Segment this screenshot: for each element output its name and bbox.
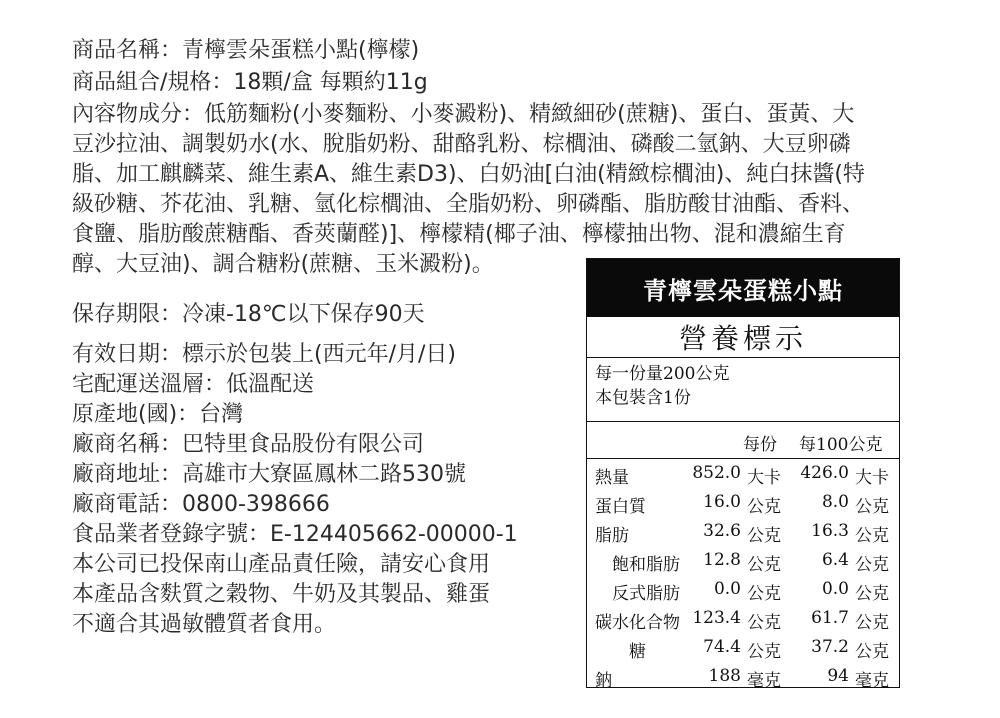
product-name-line: 商品名稱：青檸雲朵蛋糕小點(檸檬)	[72, 38, 420, 63]
nutrient-row-sugar	[587, 633, 899, 662]
ingredients-line: 脂、加工麒麟菜、維生素A、維生素D3)、白奶油[白油(精緻棕櫚油)、純白抹醬(特	[72, 162, 865, 187]
value-per-serving: 32.6	[703, 521, 741, 541]
nutrient-row-carbohydrate	[587, 604, 899, 633]
ingredients-line: 內容物成分：低筋麵粉(小麥麵粉、小麥澱粉)、精緻細砂(蔗糖)、蛋白、蛋黃、大	[72, 102, 855, 127]
value-per-100g: 37.2	[811, 637, 849, 657]
value-per-100g: 0.0	[821, 579, 849, 599]
value-per-serving: 12.8	[703, 550, 741, 570]
nutrient-row-saturated-fat	[587, 546, 899, 575]
detail-line: 廠商地址：高雄市大寮區鳳林二路530號	[72, 462, 466, 487]
nutrition-label	[586, 258, 900, 691]
unit-per-100g: 公克	[855, 584, 889, 604]
ingredients-line: 醇、大豆油)、調合糖粉(蔗糖、玉米澱粉)。	[72, 252, 494, 277]
storage-line: 保存期限：冷凍-18℃以下保存90天	[72, 302, 425, 327]
unit-per-serving: 大卡	[747, 468, 781, 488]
nutrient-name: 飽和脂肪	[595, 555, 680, 575]
value-per-100g: 16.3	[811, 521, 849, 541]
nutrient-name: 熱量	[595, 468, 629, 488]
value-per-serving: 123.4	[692, 608, 741, 628]
unit-per-serving: 公克	[747, 642, 781, 662]
ingredients-line: 食鹽、脂肪酸蔗糖酯、香莢蘭醛)]、檸檬精(椰子油、檸檬抽出物、混和濃縮生育	[72, 222, 846, 247]
nutrient-row-sodium	[587, 662, 899, 691]
detail-line: 原產地(國)：台灣	[72, 402, 244, 427]
nutrient-name: 脂肪	[595, 526, 629, 546]
unit-per-100g: 公克	[855, 555, 889, 575]
nutrient-name: 反式脂肪	[595, 584, 680, 604]
unit-per-100g: 公克	[855, 497, 889, 517]
nutrition-rows	[587, 459, 899, 691]
unit-per-100g: 公克	[855, 526, 889, 546]
nutrient-row-energy	[587, 459, 899, 488]
value-per-100g: 61.7	[811, 608, 849, 628]
value-per-100g: 8.0	[821, 492, 849, 512]
nutrition-heading: 營養標示	[587, 317, 899, 358]
unit-per-100g: 公克	[855, 613, 889, 633]
nutrient-name: 糖	[595, 642, 646, 662]
detail-line: 廠商電話：0800-398666	[72, 492, 330, 517]
value-per-serving: 0.0	[713, 579, 741, 599]
detail-line: 不適合其過敏體質者食用。	[72, 612, 337, 637]
value-per-100g: 94	[827, 666, 849, 686]
value-per-serving: 852.0	[692, 463, 741, 483]
unit-per-serving: 毫克	[747, 671, 781, 691]
unit-per-serving: 公克	[747, 497, 781, 517]
detail-line: 本公司已投保南山產品責任險，請安心食用	[72, 552, 491, 577]
spec-line: 商品組合/規格：18顆/盒 每顆約11g	[72, 70, 428, 95]
unit-per-100g: 公克	[855, 642, 889, 662]
value-per-100g: 426.0	[800, 463, 849, 483]
nutrition-product-title: 青檸雲朵蛋糕小點	[587, 259, 899, 317]
detail-line: 食品業者登錄字號：E-124405662-00000-1	[72, 522, 518, 547]
serving-size: 每一份量200公克	[595, 364, 730, 384]
nutrient-name: 碳水化合物	[595, 613, 680, 633]
unit-per-100g: 大卡	[855, 468, 889, 488]
value-per-serving: 16.0	[703, 492, 741, 512]
nutrient-row-protein	[587, 488, 899, 517]
ingredients-line: 豆沙拉油、調製奶水(水、脫脂奶粉、甜酪乳粉、棕櫚油、磷酸二氫鈉、大豆卵磷	[72, 132, 851, 157]
nutrient-name: 鈉	[595, 671, 612, 691]
detail-line: 有效日期：標示於包裝上(西元年/月/日)	[72, 342, 456, 367]
unit-per-100g: 毫克	[855, 671, 889, 691]
detail-line: 宅配運送溫層：低溫配送	[72, 372, 315, 397]
serving-info	[587, 358, 899, 422]
value-per-100g: 6.4	[821, 550, 849, 570]
detail-line: 廠商名稱：巴特里食品股份有限公司	[72, 432, 425, 457]
nutrient-row-trans-fat	[587, 575, 899, 604]
ingredients-line: 級砂糖、芥花油、乳糖、氫化棕櫚油、全脂奶粉、卵磷酯、脂肪酸甘油酯、香料、	[72, 192, 865, 217]
unit-per-serving: 公克	[747, 555, 781, 575]
nutrition-column-headers	[587, 422, 899, 459]
unit-per-serving: 公克	[747, 526, 781, 546]
unit-per-serving: 公克	[747, 584, 781, 604]
col-per-serving: 每份	[743, 435, 777, 455]
servings-per-package: 本包裝含1份	[595, 388, 691, 408]
detail-line: 本產品含麩質之穀物、牛奶及其製品、雞蛋	[72, 582, 491, 607]
value-per-serving: 74.4	[703, 637, 741, 657]
nutrient-name: 蛋白質	[595, 497, 646, 517]
unit-per-serving: 公克	[747, 613, 781, 633]
col-per-100g: 每100公克	[799, 435, 883, 455]
value-per-serving: 188	[708, 666, 741, 686]
nutrient-row-fat	[587, 517, 899, 546]
